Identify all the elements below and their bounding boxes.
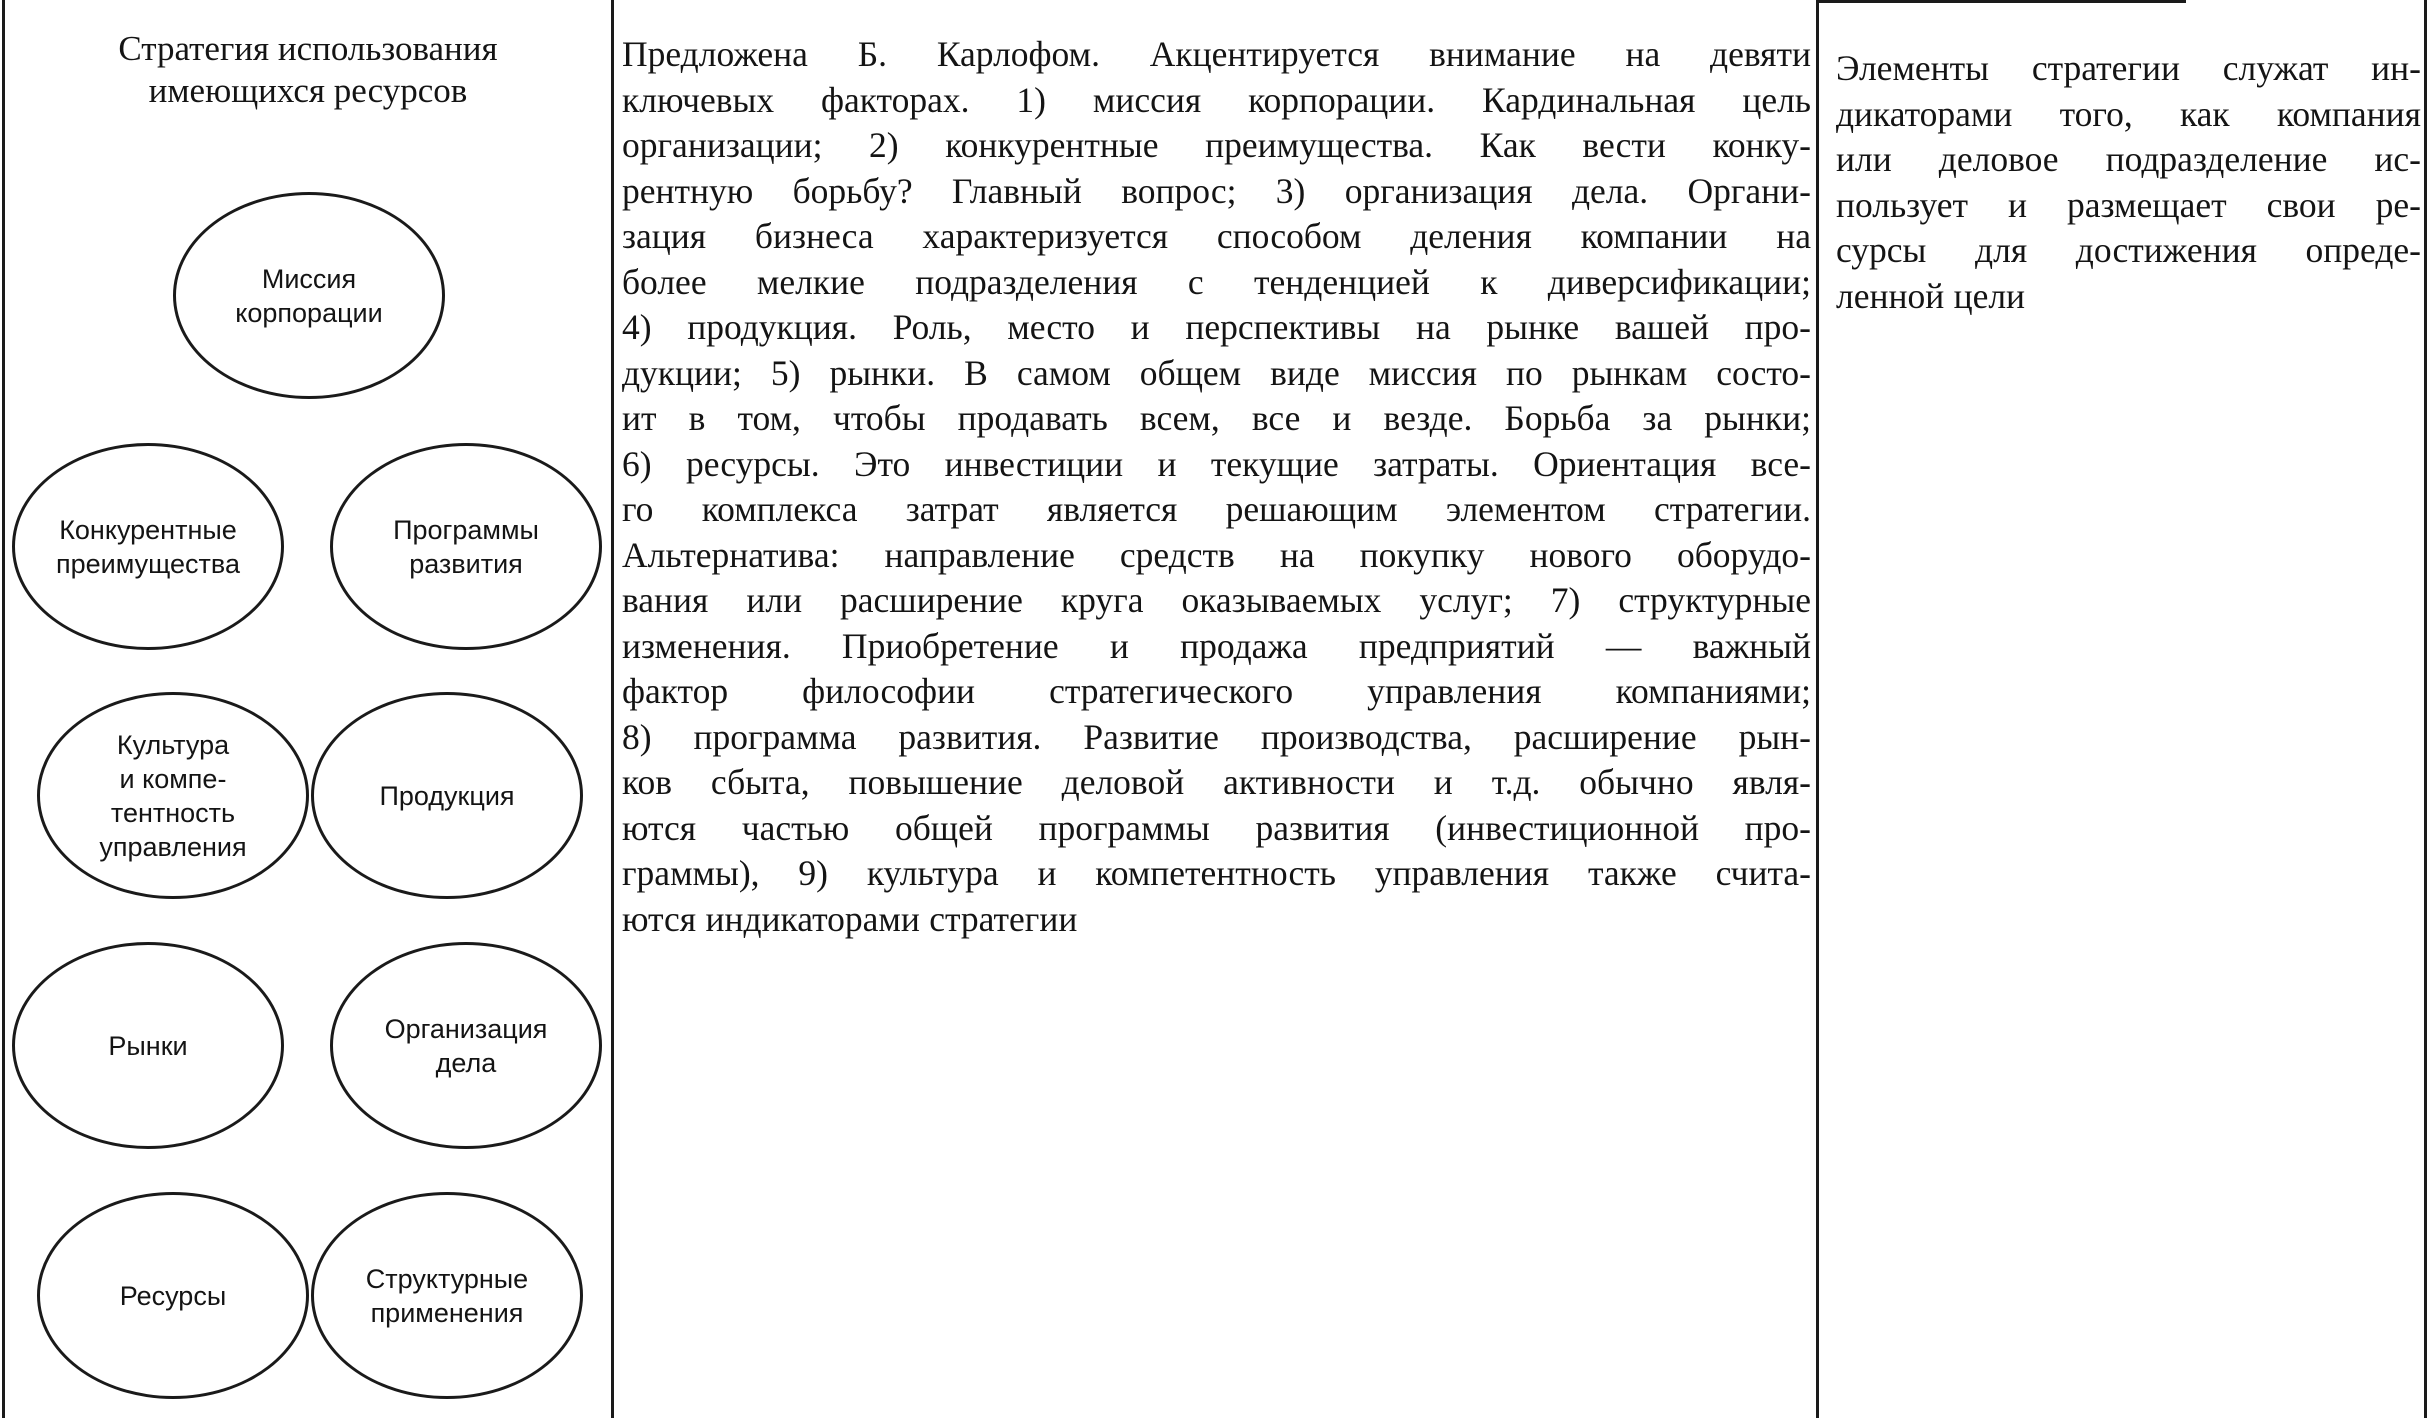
- text-line: вания или расширение круга оказываемых услуг; 7) структурные: [622, 580, 1811, 620]
- text-line: ются частью общей программы развития (инвестиционной про-: [622, 807, 1811, 848]
- ellipse-label: Программы развития: [393, 514, 539, 579]
- ellipse-label: Рынки: [108, 1030, 188, 1061]
- column1-title: [12, 28, 604, 112]
- text-line: организации; 2) конкурентные преимущества. Как вести конку-: [622, 125, 1811, 165]
- text-line: ключевых факторах. 1) миссия корпорации. Кардинальная цель: [622, 79, 1811, 120]
- ellipse-strukturnye-primeneniya: [311, 1192, 583, 1399]
- text-line: ит в том, чтобы продавать всем, все и везде. Борьба за рынки;: [622, 398, 1811, 438]
- ellipse-label: Организация дела: [384, 1013, 548, 1078]
- column1-title-line: имеющихся ресурсов: [148, 71, 468, 110]
- text-line: Альтернатива: направление средств на покупку нового оборудо-: [622, 534, 1811, 575]
- text-line: го комплекса затрат является решающим элементом стратегии.: [622, 489, 1811, 529]
- text-line: изменения. Приобретение и продажа предприятий — важный: [622, 625, 1811, 666]
- table-top-border: [1816, 0, 2186, 3]
- text-line: ются индикаторами стратегии: [622, 898, 1078, 939]
- ellipse-label: Миссия корпорации: [235, 263, 383, 328]
- ellipse-rynki: [12, 942, 284, 1149]
- text-line: пользует и размещает свои ре-: [1836, 184, 2421, 225]
- text-line: ленной цели: [1836, 275, 2026, 316]
- column1-title-line: Стратегия использования: [118, 29, 498, 68]
- text-line: 6) ресурсы. Это инвестиции и текущие затраты. Ориентация все-: [622, 443, 1811, 484]
- table-right-border: [2424, 0, 2427, 1418]
- text-line: Предложена Б. Карлофом. Акцентируется внимание на девяти: [622, 34, 1811, 74]
- ellipse-label: Культура и компе- тентность управления: [99, 729, 247, 862]
- text-line: сурсы для достижения опреде-: [1836, 230, 2421, 270]
- ellipse-label: Структурные применения: [365, 1263, 529, 1328]
- text-line: дукции; 5) рынки. В самом общем виде миссия по рынкам состо-: [622, 352, 1811, 393]
- text-line: ков сбыта, повышение деловой активности и т.д. обычно явля-: [622, 762, 1811, 802]
- text-line: 4) продукция. Роль, место и перспективы на рынке вашей про-: [622, 307, 1811, 347]
- ellipse-missiya-korporatsii: [173, 192, 445, 399]
- text-line: фактор философии стратегического управления компаниями;: [622, 671, 1811, 711]
- ellipse-produktsiya: [311, 692, 583, 899]
- text-line: 8) программа развития. Развитие производства, расширение рын-: [622, 716, 1811, 757]
- column-divider-2: [1816, 0, 1819, 1418]
- ellipse-konkurentnye-preimushchestva: [12, 443, 284, 650]
- ellipse-label: Ресурсы: [119, 1280, 227, 1311]
- text-line: или деловое подразделение ис-: [1836, 139, 2421, 179]
- text-line: более мелкие подразделения с тенденцией к диверсификации;: [622, 261, 1811, 302]
- text-line: Элементы стратегии служат ин-: [1836, 48, 2421, 88]
- ellipse-label: Продукция: [379, 780, 515, 811]
- text-line: граммы), 9) культура и компетентность управления также счита-: [622, 853, 1811, 893]
- column3-indicators: [1836, 46, 2421, 319]
- ellipse-resursy: [37, 1192, 309, 1399]
- text-line: зация бизнеса характеризуется способом деления компании на: [622, 216, 1811, 256]
- column-divider-1: [611, 0, 614, 1418]
- text-line: дикаторами того, как компания: [1836, 93, 2421, 134]
- table-left-border: [2, 0, 5, 1418]
- column2-description: [622, 32, 1811, 942]
- ellipse-label: Конкурентные преимущества: [56, 514, 240, 579]
- text-line: рентную борьбу? Главный вопрос; 3) организация дела. Органи-: [622, 170, 1811, 211]
- ellipse-programmy-razvitiya: [330, 443, 602, 650]
- ellipse-kultura-upravleniya: [37, 692, 309, 899]
- ellipse-organizatsiya-dela: [330, 942, 602, 1149]
